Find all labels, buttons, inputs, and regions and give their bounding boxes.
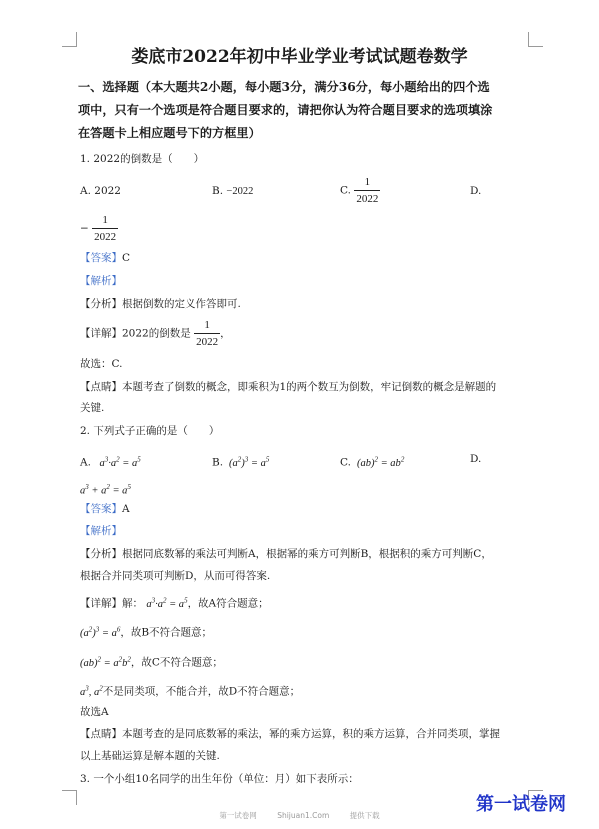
- q1-option-c: [340, 175, 380, 206]
- q1-comment-line1: [80, 380, 496, 394]
- q1-detail-denominator: 2022: [194, 333, 220, 349]
- q2-detail-b: [80, 622, 212, 641]
- q1-detail-tag: 【详解】: [80, 327, 122, 340]
- section-heading-line3: 在答题卡上相应题号下的方框里）: [78, 126, 261, 140]
- q2-comment-text1: 本题考查的是同底数幂的乘法，幂的乘方运算，积的乘方运算，合并同类项，掌握: [122, 728, 500, 740]
- q1-conclusion: 故选：C.: [80, 358, 123, 370]
- crop-mark-bottom-left: [62, 790, 77, 805]
- q1-option-c-label: C.: [340, 184, 351, 197]
- q2-comment-tag: 【点睛】: [80, 728, 122, 740]
- q1-detail-numerator: 1: [204, 319, 210, 331]
- q1-option-d-value: [80, 213, 118, 244]
- q2-detail-label: 解：: [122, 597, 143, 610]
- q2-answer-value: A: [122, 503, 130, 515]
- q2-detail-d: [80, 681, 300, 700]
- q2-comment-line2: 以上基础运算是解本题的关键.: [80, 750, 220, 762]
- q1-option-b-label: B.: [212, 185, 224, 197]
- q2-detail-d-tail: 不是同类项，不能合并，故D不符合题意；: [102, 685, 301, 698]
- q1-option-b-value: −2022: [226, 186, 254, 197]
- q2-option-b-formula: $(a^2)^3 = a^5$: [226, 455, 270, 469]
- q2-detail-a: [80, 593, 269, 612]
- q2-stem: 2. 下列式子正确的是（ ）: [80, 425, 220, 437]
- q1-detail-fraction: [194, 318, 220, 349]
- q2-option-b-label: B.: [212, 456, 224, 469]
- q2-option-c: [340, 452, 404, 471]
- q2-option-c-label: C.: [340, 456, 351, 469]
- q2-analysis-tag: 【分析】: [80, 548, 122, 560]
- section-heading-line1: 一、选择题（本大题共2小题，每小题3分，满分36分，每小题给出的四个选: [78, 80, 490, 94]
- q1-detail: [80, 318, 231, 349]
- q2-detail-d-formula: $a^3$, $a^2$: [80, 684, 103, 698]
- q1-detail-text: 2022的倒数是: [122, 327, 191, 340]
- q1-comment-line2: 关键.: [80, 402, 105, 414]
- q1-comment-tag: 【点睛】: [80, 381, 122, 393]
- q1-answer-value: C: [122, 252, 131, 264]
- q2-detail-a-formula: $a^3\cdot a^2 = a^5$: [146, 596, 188, 610]
- q2-option-a-formula: $a^3\cdot a^2 = a^5$: [94, 455, 141, 469]
- q2-jiexi-tag: 【解析】: [80, 525, 122, 537]
- q1-option-d-fraction: [92, 213, 118, 244]
- q2-answer: [80, 502, 130, 516]
- q2-option-d-label: D.: [470, 453, 482, 465]
- q2-detail-b-formula: $(a^2)^3 = a^6$: [80, 625, 121, 639]
- q2-option-a-label: A.: [80, 456, 91, 469]
- q2-detail-c-tail: ，故C不符合题意；: [130, 656, 223, 669]
- q1-option-d-label: D.: [470, 185, 482, 197]
- q2-detail-tag: 【详解】: [80, 597, 122, 610]
- q2-detail-b-tail: ，故B不符合题意；: [120, 626, 213, 639]
- q2-comment-line1: [80, 727, 500, 741]
- q2-analysis-line1: [80, 547, 492, 561]
- q1-option-a: A. 2022: [80, 185, 121, 197]
- brand-watermark: 第一试卷网: [476, 794, 566, 815]
- q2-analysis-line2: 根据合并同类项可判断D，从而可得答案.: [80, 570, 271, 582]
- page-title: 娄底市2022年初中毕业学业考试试题卷数学: [131, 47, 468, 67]
- q1-answer-tag: 【答案】: [80, 252, 122, 264]
- q1-option-c-denominator: 2022: [354, 190, 380, 206]
- q1-comment-text1: 本题考查了倒数的概念，即乘积为1的两个数互为倒数，牢记倒数的概念是解题的: [122, 381, 497, 393]
- q1-answer: [80, 251, 130, 265]
- q1-option-d-denominator: 2022: [92, 228, 118, 244]
- q2-detail-c: [80, 652, 223, 671]
- footer-mid: Shijuan1.Com: [277, 811, 330, 820]
- q1-option-c-numerator: 1: [364, 176, 371, 188]
- q1-option-c-fraction: [354, 175, 380, 206]
- q1-analysis-text: 根据倒数的定义作答即可.: [122, 298, 241, 310]
- q2-answer-tag: 【答案】: [80, 503, 122, 515]
- q1-detail-tail: ，: [220, 327, 231, 340]
- footer-left: 第一试卷网: [219, 811, 257, 820]
- q1-option-b: [212, 184, 253, 199]
- q1-analysis-tag: 【分析】: [80, 298, 122, 310]
- section-heading-line2: 项中，只有一个选项是符合题目要求的，请把你认为符合题目要求的选项填涂: [78, 103, 493, 117]
- q3-stem: 3. 一个小组10名同学的出生年份（单位：月）如下表所示：: [80, 773, 359, 785]
- footer-right: 提供下载: [349, 811, 380, 820]
- q2-option-b: [212, 452, 269, 471]
- q2-analysis-text1: 根据同底数幂的乘法可判断A，根据幂的乘方可判断B，根据积的乘方可判断C，: [122, 548, 492, 560]
- q1-jiexi-tag: 【解析】: [80, 275, 122, 287]
- q1-option-d-numerator: 1: [102, 214, 108, 226]
- q2-option-d-formula: $a^3 + a^2 = a^5$: [80, 483, 131, 497]
- q1-stem: 1. 2022的倒数是（ ）: [80, 153, 205, 165]
- q2-conclusion: 故选A: [80, 706, 109, 718]
- q2-option-a: [80, 452, 141, 471]
- q2-detail-a-tail: ，故A符合题意；: [187, 597, 269, 610]
- q1-option-d-sign: −: [80, 222, 89, 235]
- q2-detail-c-formula: $(ab)^2 = a^2b^2$: [80, 655, 131, 669]
- q2-option-c-formula: $(ab)^2 = ab^2$: [354, 455, 405, 469]
- q1-analysis: [80, 297, 241, 311]
